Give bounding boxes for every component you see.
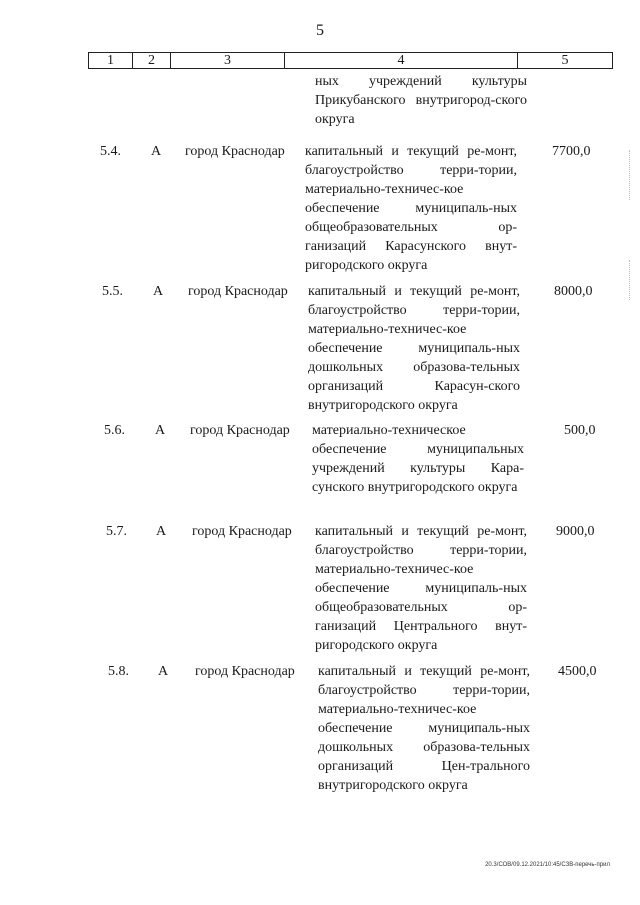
row-city: город Краснодар (188, 284, 288, 299)
row-description: материально-техническое обеспечение муниципальных учреждений культуры Кара-сунского внутригородского округа (312, 423, 524, 495)
row-category: А (153, 284, 164, 299)
row-city: город Краснодар (185, 144, 285, 159)
continuation-text: ных учреждений культуры Прикубанского внутригород-ского округа (315, 74, 527, 127)
row-description: капитальный и текущий ре-монт, благоустройство терри-тории, материально-техничес-кое обеспечение муниципаль-ных дошкольных образова-тельных организаций Карасун-ского внутригородского округа (308, 284, 520, 413)
scan-margin-mark (629, 260, 634, 300)
row-amount: 500,0 (564, 423, 596, 438)
row-amount: 4500,0 (558, 664, 597, 679)
row-number: 5.5. (102, 284, 123, 299)
row-city: город Краснодар (192, 524, 292, 539)
column-header-2: 2 (133, 53, 171, 68)
row-description: капитальный и текущий ре-монт, благоустройство терри-тории, материально-техничес-кое обеспечение муниципаль-ных общеобразовательных ор-ганизаций Карасунского внут-ригородского округа (305, 144, 517, 273)
column-header-row (88, 52, 613, 69)
row-number: 5.6. (104, 423, 125, 438)
row-category: А (155, 423, 166, 438)
row-number: 5.7. (106, 524, 127, 539)
row-city: город Краснодар (190, 423, 290, 438)
column-header-3: 3 (171, 53, 285, 68)
row-number: 5.8. (108, 664, 129, 679)
document-footer-code: 20.3/СОВ/09.12.2021/10:45/СЗВ-перечь-прил (485, 862, 610, 868)
row-category: А (158, 664, 169, 679)
row-description: капитальный и текущий ре-монт, благоустройство терри-тории, материально-техничес-кое обеспечение муниципаль-ных дошкольных образова-тельных организаций Цен-трального внутригородского округа (318, 664, 530, 793)
scan-margin-mark (629, 150, 634, 200)
row-amount: 8000,0 (554, 284, 593, 299)
column-header-1: 1 (89, 53, 133, 68)
row-category: А (151, 144, 162, 159)
row-amount: 7700,0 (552, 144, 591, 159)
row-city: город Краснодар (195, 664, 295, 679)
row-category: А (156, 524, 167, 539)
row-number: 5.4. (100, 144, 121, 159)
column-header-5: 5 (561, 53, 569, 68)
page-number: 5 (316, 22, 324, 39)
row-description: капитальный и текущий ре-монт, благоустройство терри-тории, материально-техничес-кое обеспечение муниципаль-ных общеобразовательных ор-ганизаций Центрального внут-ригородского округа (315, 524, 527, 653)
column-header-4: 4 (285, 53, 518, 68)
row-amount: 9000,0 (556, 524, 595, 539)
